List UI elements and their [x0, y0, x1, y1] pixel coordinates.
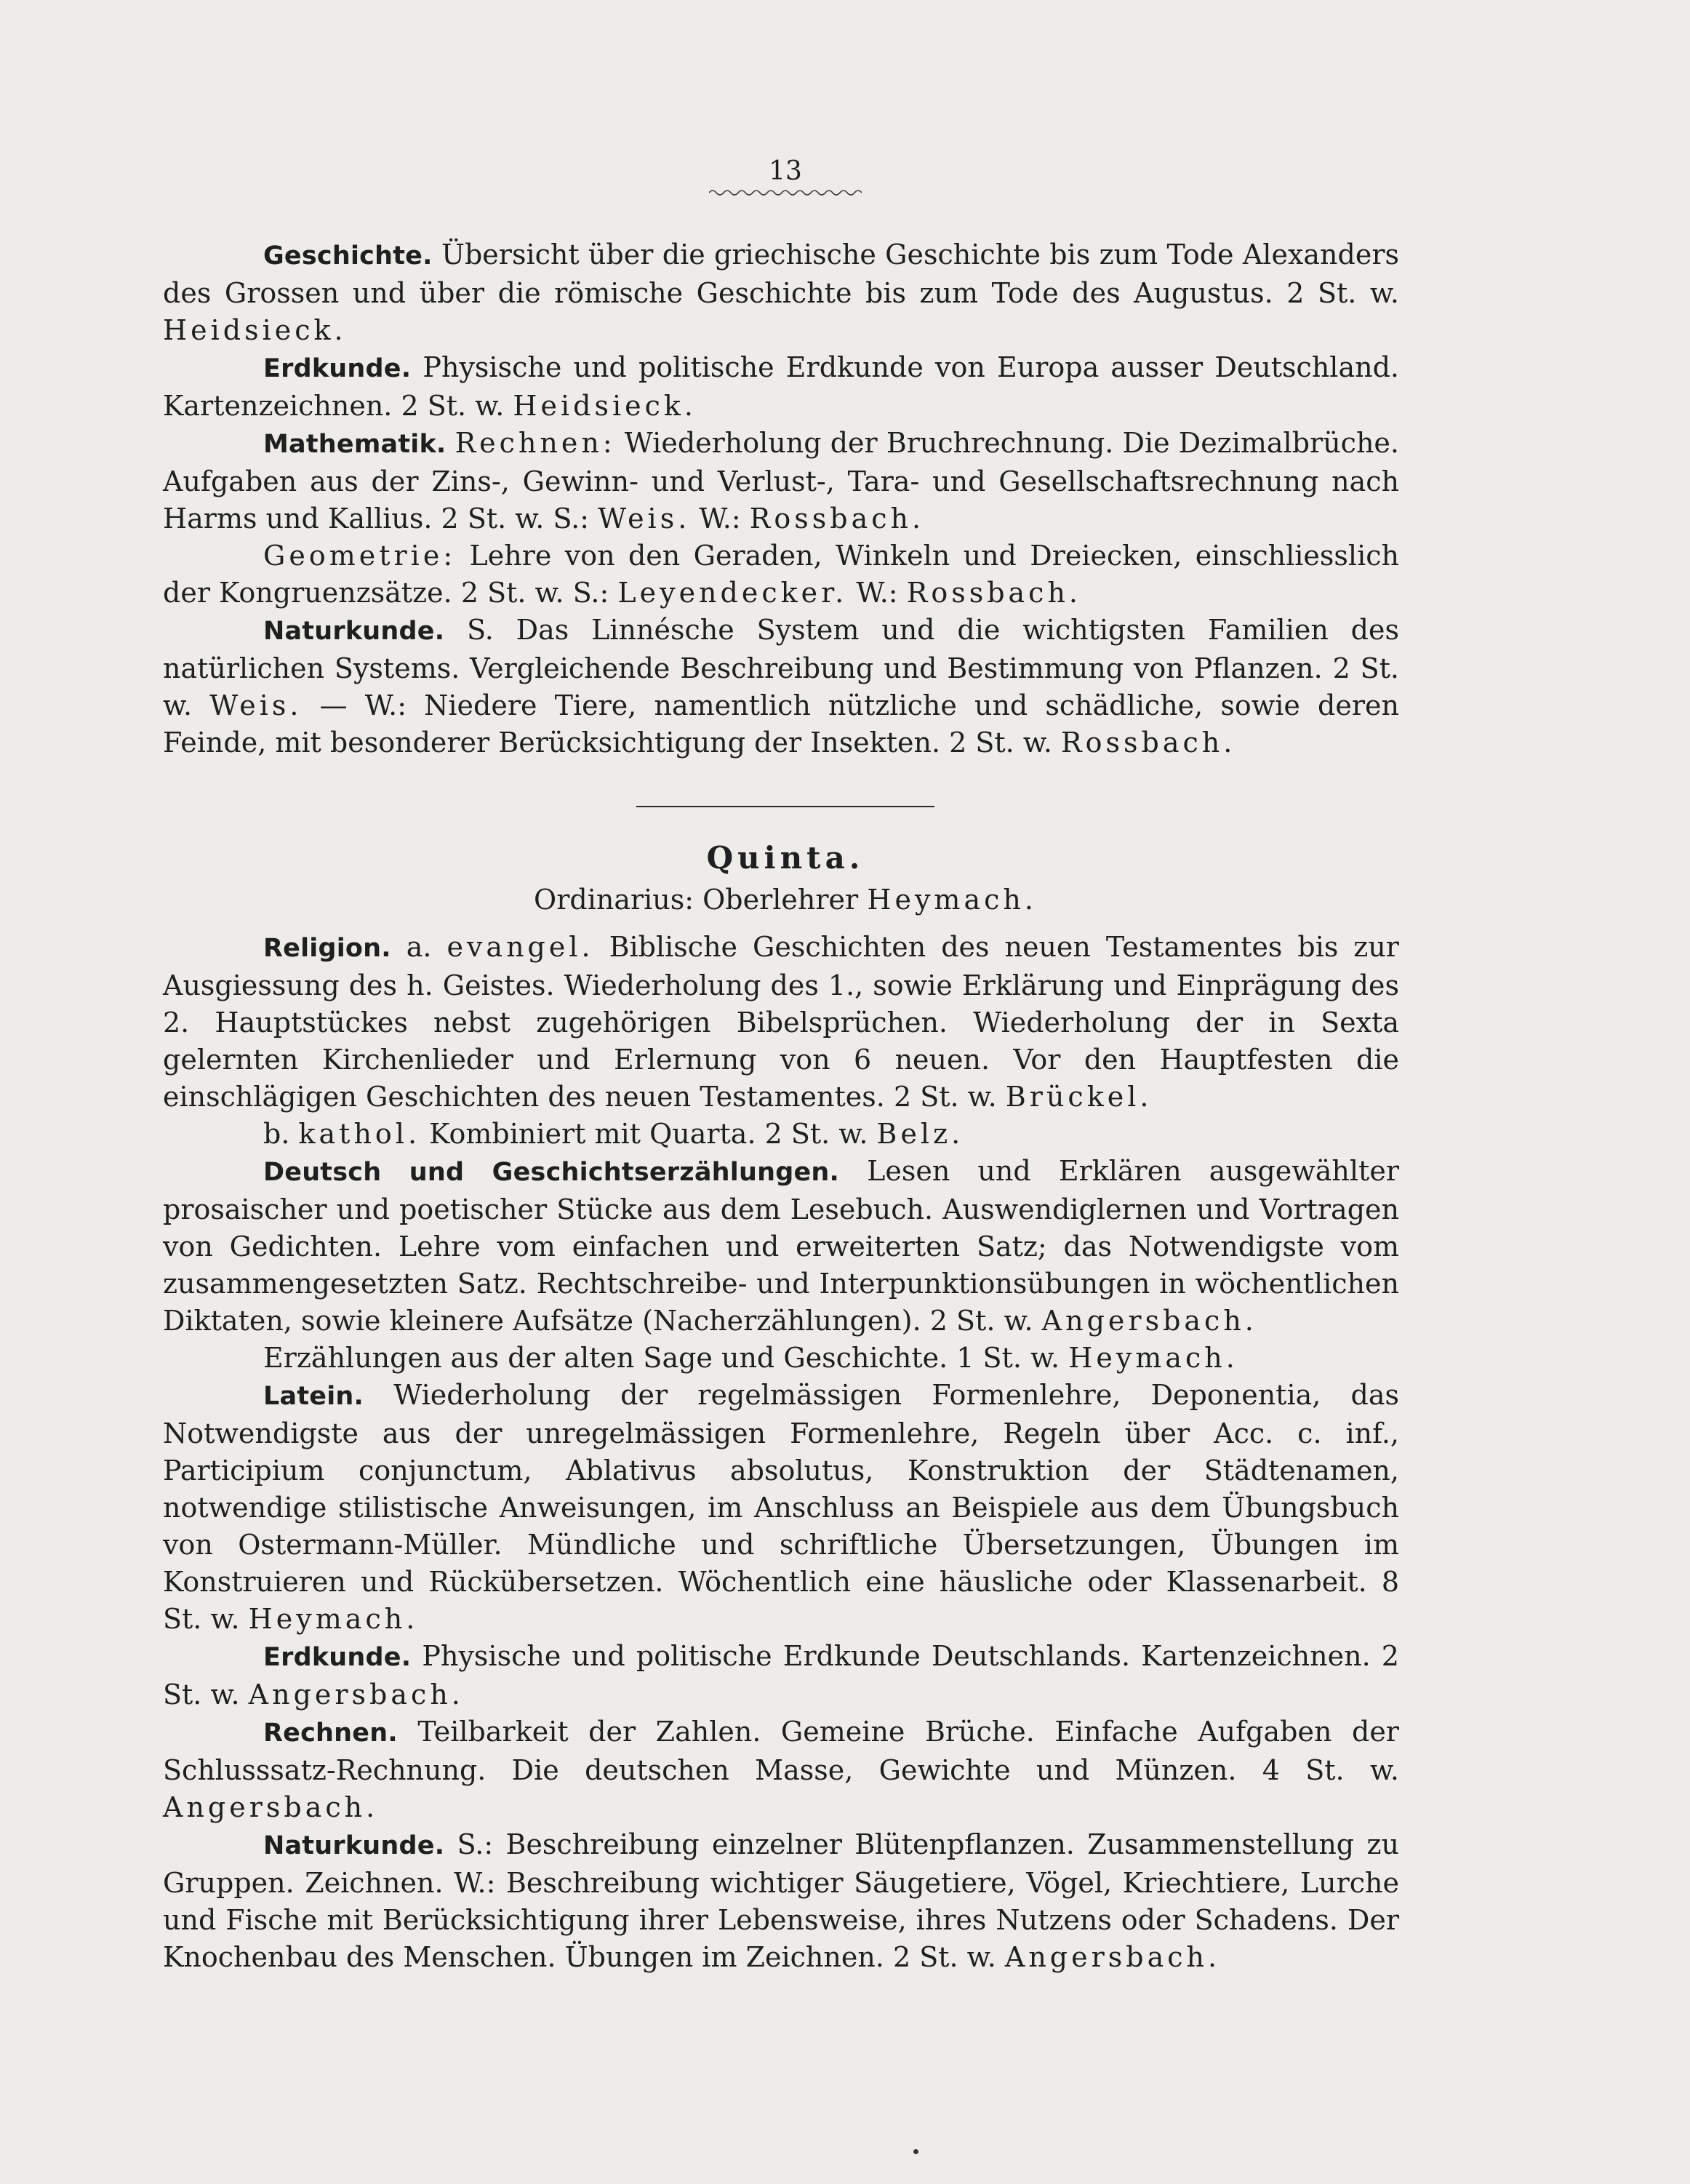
teacher-name: Brückel. — [1005, 1081, 1153, 1113]
paragraph-erzaehlungen — [163, 1340, 1399, 1377]
subject-heading: Erdkunde. — [263, 354, 412, 383]
teacher-name: Rossbach. — [906, 577, 1082, 609]
sub-heading: kathol. — [298, 1118, 421, 1150]
teacher-name: Leyendecker. — [617, 577, 848, 609]
paragraph-text: Teilbarkeit der Zahlen. Gemeine Brüche. Einfache Aufgaben der Schlusssatz-Rechnung. Die deutschen Masse, Gewichte und Münzen. 4 St. w. — [163, 1716, 1399, 1786]
teacher-name: Angersbach. — [163, 1791, 379, 1823]
ordinarius-name: Heymach. — [867, 884, 1037, 916]
paragraph-geschichte — [163, 236, 1399, 349]
subject-heading: Naturkunde. — [263, 617, 445, 646]
paragraph-deutsch — [163, 1153, 1399, 1340]
paragraph-geometrie — [163, 537, 1399, 612]
upper-section — [163, 236, 1399, 761]
wavy-ornament-icon — [709, 188, 862, 198]
sub-heading: evangel. — [446, 931, 594, 963]
sub-heading: Rechnen: — [454, 427, 616, 459]
subject-heading: Geschichte. — [263, 241, 433, 271]
paragraph-erdkunde — [163, 1638, 1399, 1713]
paragraph-religion — [163, 929, 1399, 1116]
paragraph-naturkunde — [163, 1826, 1399, 1976]
subject-heading: Mathematik. — [263, 430, 446, 459]
paragraph-text: S.: Beschreibung einzelner Blütenpflanzen. Zusammenstellung zu Gruppen. Zeichnen. W.: Beschreibung wichtiger Säugetiere, Vögel, Kriechtiere, Lurche und Fische mit Berücksichtigung ihrer Lebensweise, ihres Nutzens oder Schadens. Der Knochenbau des Menschen. Übungen im Zeichnen. 2 St. w. — [163, 1828, 1399, 1973]
subject-heading: Naturkunde. — [263, 1831, 445, 1860]
teacher-name: Angersbach. — [248, 1679, 464, 1711]
paragraph-text: Wiederholung der regelmässigen Formenlehre, Deponentia, das Notwendigste aus der unregelmässigen Formenlehre, Regeln über Acc. c. inf., Participium conjunctum, Ablativus absolutus, Konstruktion der Städtenamen, notwendige stilistische Anweisungen, im Anschluss an Beispiele aus dem Übungsbuch von Ostermann-Müller. Mündliche und schriftliche Übersetzungen, Übungen im Konstruieren und Rückübersetzen. Wöchentlich eine häusliche oder Klassenarbeit. 8 St. w. — [163, 1379, 1399, 1635]
subject-heading: Religion. — [263, 934, 391, 963]
list-marker: b. — [263, 1118, 290, 1150]
teacher-name: Rossbach. — [749, 503, 925, 535]
teacher-name: Weis. — [209, 689, 303, 721]
paragraph-text: Übersicht über die griechische Geschichte bis zum Tode Alexanders des Grossen und über die römische Geschichte bis zum Tode des Augustus. 2 St. w. — [163, 239, 1399, 309]
paragraph-text: Lesen und Erklären ausgewählter prosaischer und poetischer Stücke aus dem Lesebuch. Auswendiglernen und Vortragen von Gedichten. Lehre vom einfachen und erweiterten Satz; das Notwendigste vom zusammengesetzten Satz. Rechtschreibe- und Interpunktionsübungen in wöchentlichen Diktaten, sowie kleinere Aufsätze (Nacherzählungen). 2 St. w. — [163, 1155, 1399, 1337]
paragraph-text: — W.: Niedere Tiere, namentlich nützliche und schädliche, sowie deren Feinde, mit besonderer Berücksichtigung der Insekten. 2 St. w. — [163, 689, 1399, 759]
teacher-name: Belz. — [876, 1118, 964, 1150]
subject-heading: Erdkunde. — [263, 1643, 412, 1672]
paragraph-rechnen — [163, 1713, 1399, 1826]
paragraph-text: W.: — [856, 577, 898, 609]
ordinarius-label: Ordinarius: Oberlehrer — [534, 884, 859, 916]
teacher-name: Heidsieck. — [513, 390, 697, 422]
ink-dot — [913, 2149, 918, 2154]
paragraph-latein — [163, 1377, 1399, 1638]
teacher-name: Rossbach. — [1061, 727, 1236, 759]
paragraph-text: Kombiniert mit Quarta. 2 St. w. — [429, 1118, 868, 1150]
teacher-name: Weis. — [598, 503, 691, 535]
sub-heading: Geometrie: — [263, 540, 457, 572]
section-divider — [636, 806, 934, 807]
paragraph-text: Erzählungen aus der alten Sage und Geschichte. 1 St. w. — [263, 1342, 1060, 1374]
paragraph-text: S. Das Linnésche System und die wichtigsten Familien des natürlichen Systems. Vergleichende Beschreibung und Bestimmung von Pflanzen. 2 St. w. — [163, 614, 1399, 721]
subject-heading: Rechnen. — [263, 1719, 398, 1748]
paragraph-mathematik — [163, 425, 1399, 537]
paragraph-erdkunde — [163, 349, 1399, 425]
paragraph-religion-kathol — [163, 1116, 1399, 1153]
paragraph-text: Lehre von den Geraden, Winkeln und Dreiecken, einschliesslich der Kongruenzsätze. 2 St. w. S.: — [163, 540, 1399, 609]
section-title: Quinta. — [706, 840, 865, 876]
teacher-name: Heymach. — [1068, 1342, 1238, 1374]
teacher-name: Heymach. — [248, 1603, 419, 1635]
paragraph-text: Biblische Geschichten des neuen Testamentes bis zur Ausgiessung des h. Geistes. Wiederholung des 1., sowie Erklärung und Einprägung des 2. Hauptstückes nebst zugehörigen Bibelsprüchen. Wiederholung der in Sexta gelernten Kirchenlieder und Erlernung von 6 neuen. Vor den Hauptfesten die einschlägigen Geschichten des neuen Testamentes. 2 St. w. — [163, 931, 1399, 1113]
paragraph-text: Physische und politische Erdkunde von Europa ausser Deutschland. Kartenzeichnen. 2 St. w. — [163, 351, 1399, 422]
subject-heading: Deutsch und Geschichtserzählungen. — [263, 1158, 839, 1187]
paragraph-naturkunde — [163, 612, 1399, 761]
subject-heading: Latein. — [263, 1382, 364, 1411]
paragraph-text: Physische und politische Erdkunde Deutschlands. Kartenzeichnen. 2 St. w. — [163, 1640, 1399, 1711]
page-number: 13 — [769, 156, 802, 186]
teacher-name: Heidsieck. — [163, 314, 347, 346]
list-marker: a. — [406, 931, 432, 963]
quinta-section — [163, 929, 1399, 1976]
paragraph-text: W.: — [699, 503, 741, 535]
teacher-name: Angersbach. — [1041, 1305, 1257, 1337]
page-header — [698, 156, 873, 198]
section-ordinarius — [407, 884, 1164, 916]
paragraph-text: Wiederholung der Bruchrechnung. Die Dezimalbrüche. Aufgaben aus der Zins-, Gewinn- und Verlust-, Tara- und Gesellschaftsrechnung nach Harms und Kallius. 2 St. w. S.: — [163, 427, 1399, 535]
teacher-name: Angersbach. — [1004, 1941, 1221, 1973]
